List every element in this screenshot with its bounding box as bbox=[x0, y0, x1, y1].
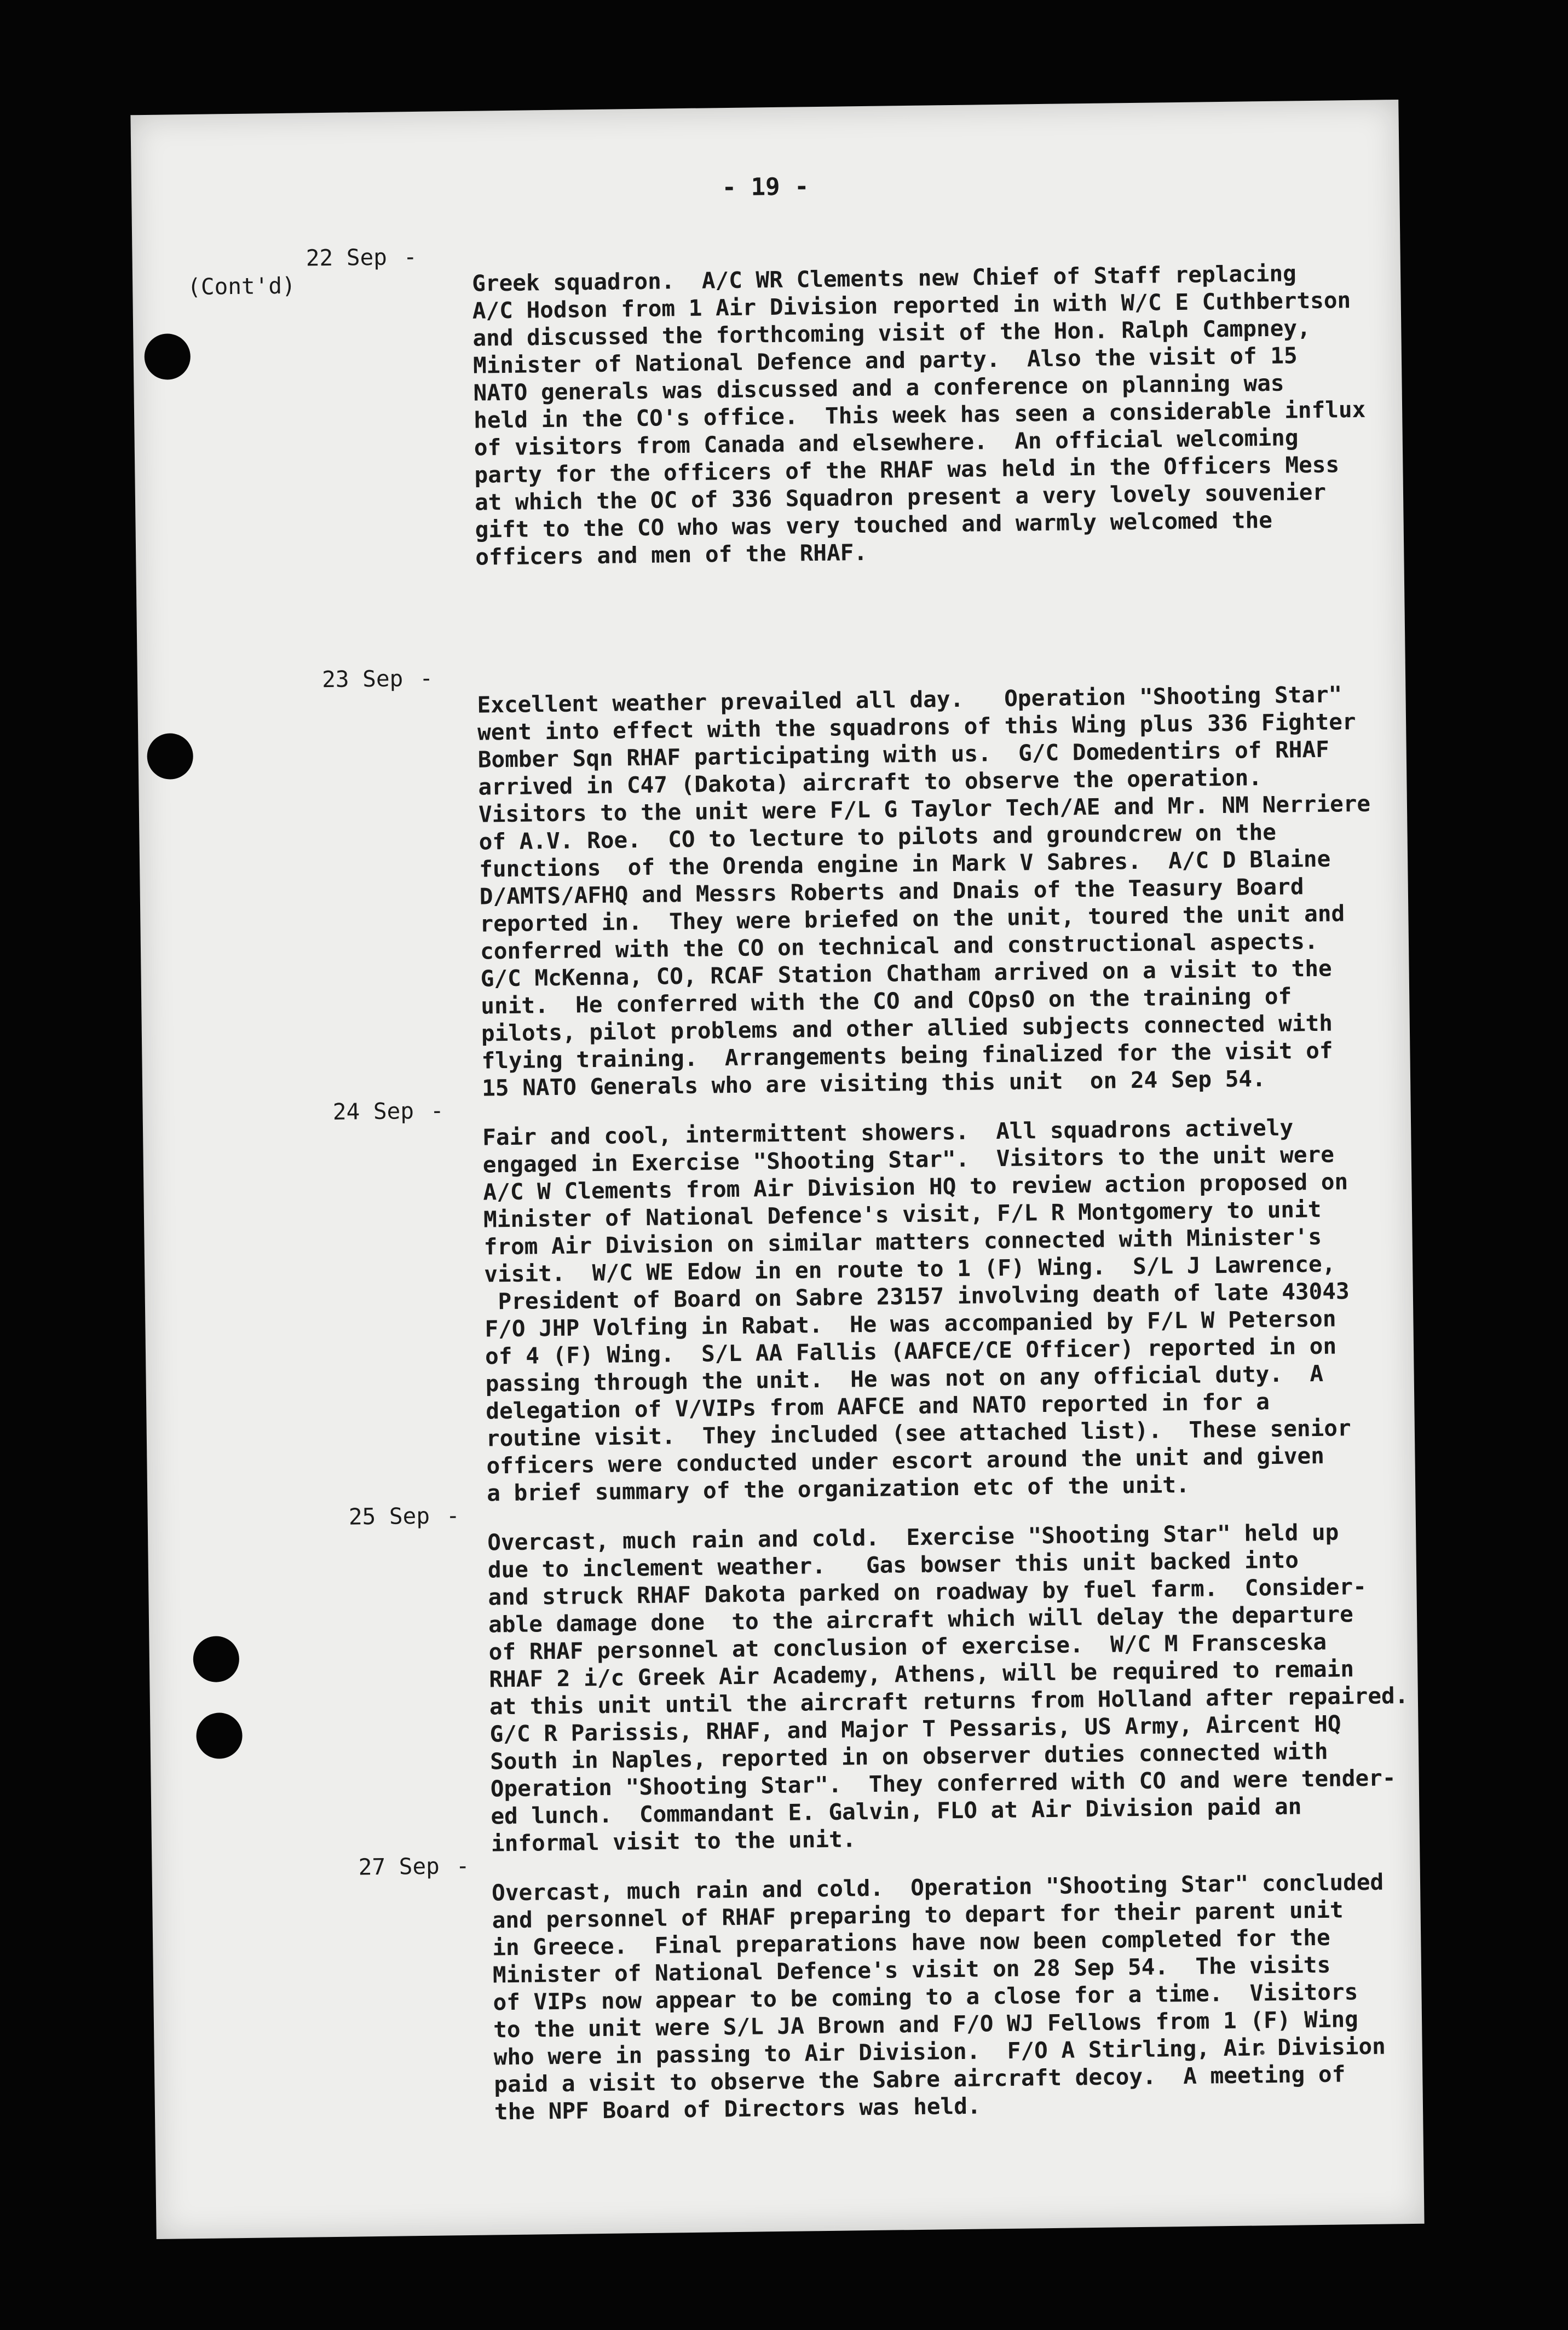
entry-text: Overcast, much rain and cold. Operation "Shooting Star" concluded and personnel of RHAF preparing to depart for their parent unit in Greece. Final preparations have now been completed for the Minister of National Defence's visit on 28 Sep 54. The visits of VIPs now appear to be coming to a close for a time. Visitors to the unit were S/L JA Brown and F/O WJ Fellows from 1 (F) Wing who were in passing to Air Division. F/O A Stirling, Air Division paid a visit to observe the Sabre aircraft decoy. A meeting of the NPF Board of Directors was held. bbox=[491, 1868, 1386, 2125]
entry-text: Fair and cool, intermittent showers. All squadrons actively engaged in Exercise "Shooting Star". Visitors to the unit were A/C W Clements from Air Division HQ to review action proposed on Minister of National Defence's visit, F/L R Montgomery to unit from Air Division on similar matters connected with Minister's visit. W/C WE Edow in en route to 1 (F) Wing. S/L J Lawrence, President of Board on Sabre 23157 involving death of late 43043 F/O JHP Volfing in Rabat. He was accompanied by F/L W Peterson of 4 (F) Wing. S/L AA Fallis (AAFCE/CE Officer) reported in on passing through the unit. He was not on any official duty. A delegation of V/VIPs from AAFCE and NATO reported in for a routine visit. They included (see attached list). These senior officers were conducted under escort around the unit and given a brief summary of the organization etc of the unit. bbox=[482, 1114, 1351, 1507]
entry-date: 23 Sep - bbox=[321, 665, 434, 693]
log-entry bbox=[137, 653, 1405, 1101]
punch-hole bbox=[144, 333, 191, 380]
entry-date-sub: (Cont'd) bbox=[187, 272, 296, 301]
entry-text: Greek squadron. A/C WR Clements new Chief of Staff replacing A/C Hodson from 1 Air Division reported in with W/C E Cuthbertson and discussed the forthcoming visit of the Hon. Ralph Campney, Minister of National Defence and party. Also the visit of 15 NATO generals was discussed and a conference on planning was held in the CO's office. This week has seen a considerable influx of visitors from Canada and elsewhere. An official welcoming party for the officers of the RHAF was held in the Officers Mess at which the OC of 336 Squadron present a very lovely souvenier gift to the CO who was very touched and warmly welcomed the officers and men of the RHAF. bbox=[471, 260, 1366, 570]
entry-date: 24 Sep - bbox=[332, 1097, 444, 1125]
entry-date: 25 Sep - bbox=[348, 1502, 460, 1530]
entry-date: 22 Sep - bbox=[305, 243, 417, 272]
entry-text: Excellent weather prevailed all day. Operation "Shooting Star" went into effect with the squadrons of this Wing plus 336 Fighter Bomber Sqn RHAF participating with us. G/C Domedentirs of RHAF arrived in C47 (Dakota) aircraft to observe the operation. Visitors to the unit were F/L G Taylor Tech/AE and Mr. NM Nerriere of A.V. Roe. CO to lecture to pilots and groundcrew on the functions of the Orenda engine in Mark V Sabres. A/C D Blaine D/AMTS/AFHQ and Messrs Roberts and Dnais of the Teasury Board reported in. They were briefed on the unit, toured the unit and conferred with the CO on technical and constructional aspects. G/C McKenna, CO, RCAF Station Chatham arrived on a visit to the unit. He conferred with the CO and COpsO on the training of pilots, pilot problems and other allied subjects connected with flying training. Arrangements being finalized for the visit of 15 NATO Generals who are visiting this unit on 24 Sep 54. bbox=[477, 681, 1371, 1101]
log-entry bbox=[132, 231, 1400, 570]
punch-hole bbox=[196, 1712, 243, 1759]
entry-text: Overcast, much rain and cold. Exercise "Shooting Star" held up due to inclement weather. Gas bowser this unit backed into and struck RHAF Dakota parked on roadway by fuel farm. Consider- able damage done to the aircraft which will delay the departure of RHAF personnel at conclusion of exercise. W/C M Fransceska RHAF 2 i/c Greek Air Academy, Athens, will be required to remain at this unit until the aircraft returns from Holland after repaired. G/C R Parissis, RHAF, and Major T Pessaris, US Army, Aircent HQ South in Naples, reported in on observer duties connected with Operation "Shooting Star". They conferred with CO and were tender- ed lunch. Commandant E. Galvin, FLO at Air Division paid an informal visit to the unit. bbox=[487, 1519, 1409, 1857]
punch-hole bbox=[147, 733, 193, 780]
punch-hole bbox=[193, 1636, 239, 1682]
page-number: - 19 - bbox=[722, 172, 809, 202]
document-page bbox=[130, 100, 1424, 2239]
entry-date: 27 Sep - bbox=[358, 1852, 470, 1881]
